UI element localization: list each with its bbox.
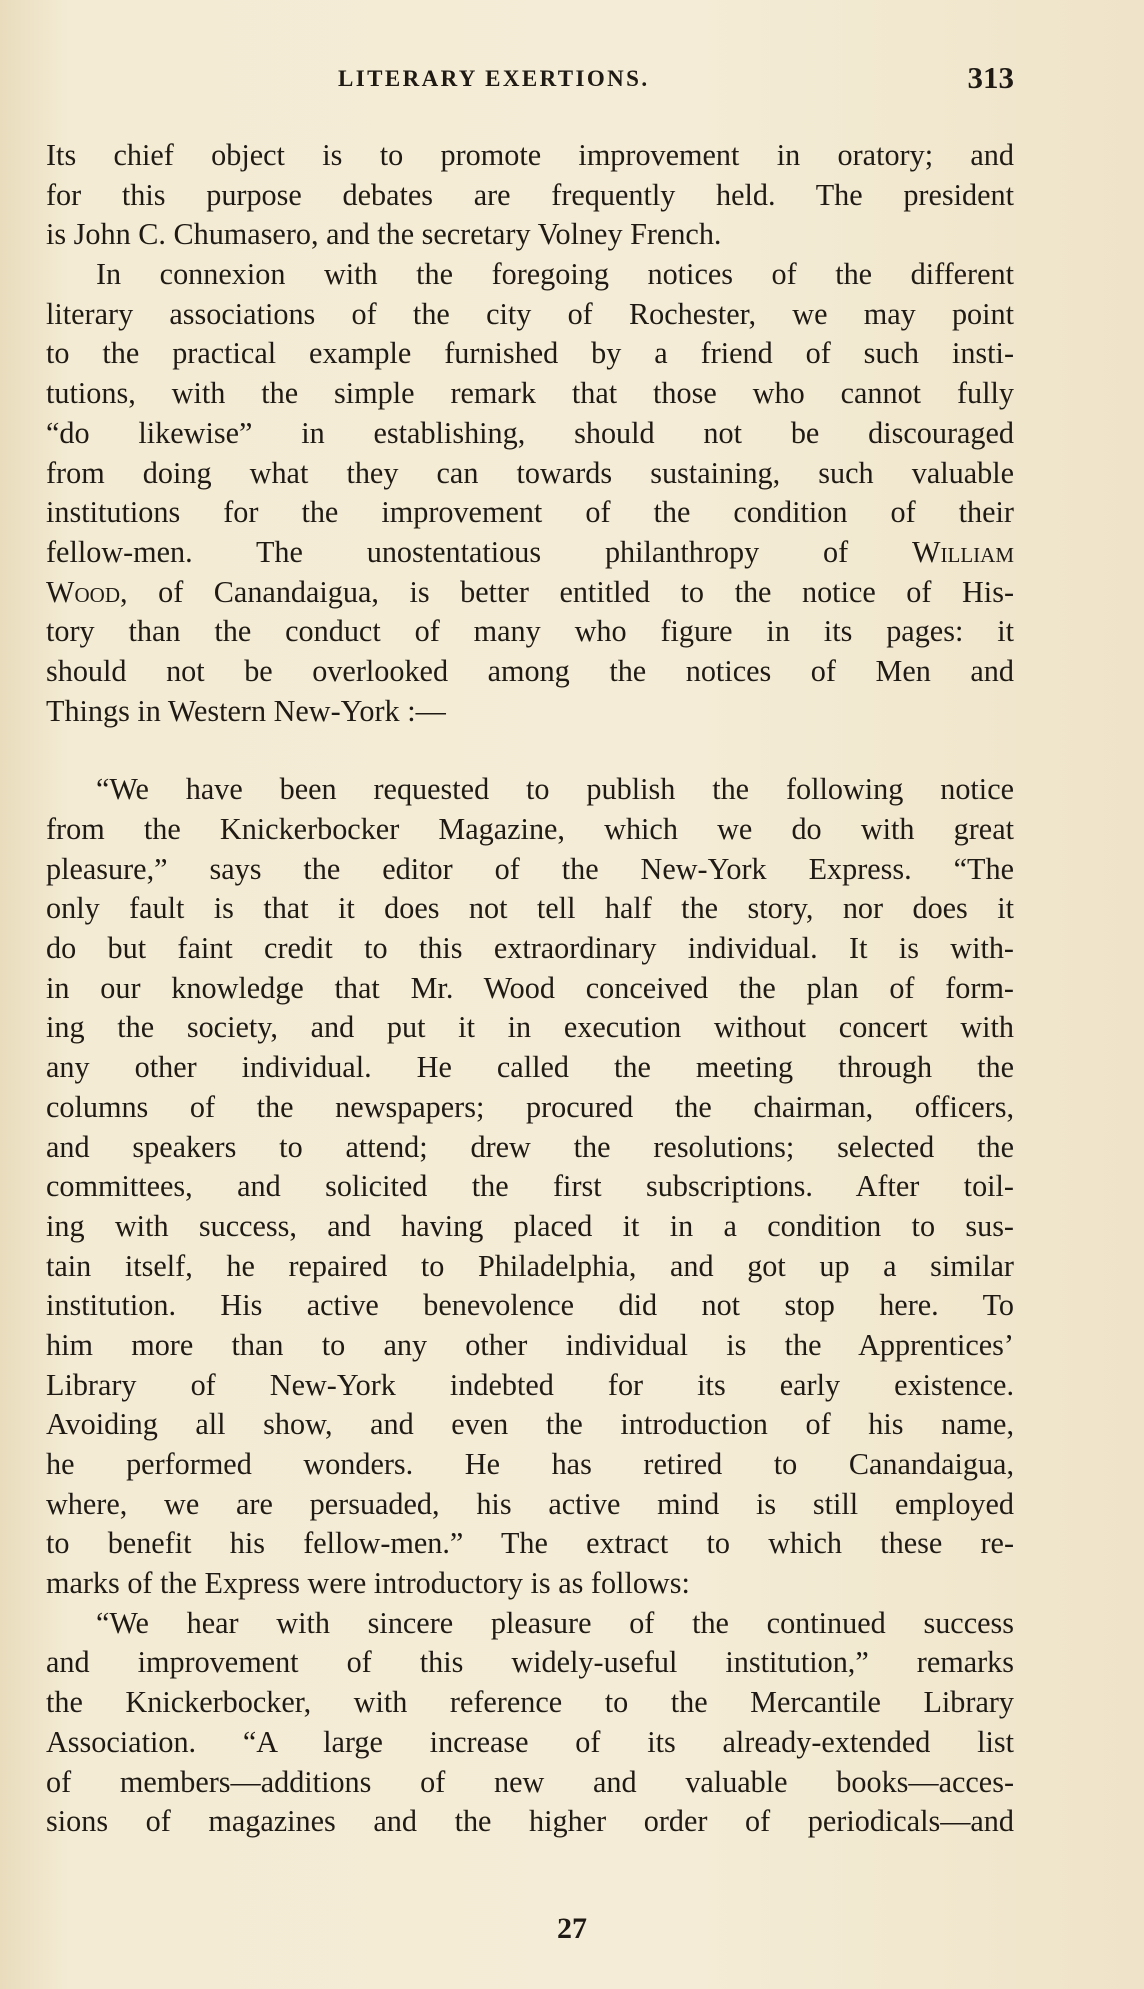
text-line: in our knowledge that Mr. Wood conceived the plan of form- [46, 970, 1014, 1005]
text-line: from the Knickerbocker Magazine, which we do with great [46, 812, 1014, 846]
text-line: sions of magazines and the higher order of periodicals—and [46, 1804, 1014, 1839]
text-line: tory than the conduct of many who figure in its pages: it [46, 614, 1014, 649]
text-line: “We hear with sincere pleasure of the continued success [96, 1605, 1014, 1640]
text-line: institutions for the improvement of the condition of their [46, 495, 1014, 530]
text-line [46, 533, 1014, 573]
text-line: do but faint credit to this extraordinary individual. It is with- [46, 931, 1014, 966]
text-line: literary associations of the city of Rochester, we may point [46, 296, 1014, 331]
text-line: Avoiding all show, and even the introduction of his name, [46, 1407, 1014, 1442]
text-line: ing with success, and having placed it in a condition to sus- [46, 1208, 1014, 1243]
text-line: committees, and solicited the first subscriptions. After toil- [46, 1169, 1014, 1204]
name-small-caps: William [912, 534, 1014, 569]
text-line: is John C. Chumasero, and the secretary Volney French. [46, 217, 722, 252]
text-line: columns of the newspapers; procured the chairman, officers, [46, 1089, 1014, 1124]
running-head [46, 60, 1014, 104]
text-line: tutions, with the simple remark that those who cannot fully [46, 376, 1014, 411]
text-line: In connexion with the foregoing notices of the different [96, 257, 1014, 292]
signature-mark: 27 [557, 1912, 587, 1945]
text-line: to benefit his fellow-men.” The extract to which these re- [46, 1526, 1014, 1561]
text-line: Library of New-York indebted for its early existence. [46, 1367, 1014, 1402]
text-line: him more than to any other individual is the Apprentices’ [46, 1327, 1014, 1362]
text-line: any other individual. He called the meeting through the [46, 1050, 1014, 1085]
text-line: for this purpose debates are frequently held. The president [46, 177, 1014, 212]
text-line: from doing what they can towards sustaining, such valuable [46, 455, 1014, 490]
text-line: and improvement of this widely-useful institution,” remarks [46, 1645, 1014, 1680]
text-line: the Knickerbocker, with reference to the Mercantile Library [46, 1685, 1014, 1720]
text-line: tain itself, he repaired to Philadelphia, and got up a similar [46, 1248, 1014, 1283]
text-line: of members—additions of new and valuable books—acces- [46, 1764, 1014, 1799]
text-line: only fault is that it does not tell half the story, nor does it [46, 891, 1014, 926]
text-line: Its chief object is to promote improvement in oratory; and [46, 138, 1014, 172]
text-line: pleasure,” says the editor of the New-York Express. “The [46, 851, 1014, 886]
text-fragment: fellow-men. The unostentatious philanthropy of [46, 534, 849, 569]
text-line: Association. “A large increase of its already-extended list [46, 1724, 1014, 1759]
text-line: institution. His active benevolence did not stop here. To [46, 1288, 1014, 1323]
text-line: Things in Western New-York :— [46, 693, 446, 728]
text-line: “We have been requested to publish the following notice [96, 772, 1014, 807]
text-line: he performed wonders. He has retired to Canandaigua, [46, 1447, 1014, 1481]
page-number: 313 [967, 60, 1014, 95]
body-text [46, 136, 1014, 1842]
text-line: and speakers to attend; drew the resolutions; selected the [46, 1129, 1014, 1164]
running-head-title: LITERARY EXERTIONS. [338, 66, 650, 91]
text-line [46, 573, 1014, 613]
text-line: marks of the Express were introductory is as follows: [46, 1566, 690, 1601]
name-small-caps: Wood [46, 574, 120, 609]
text-line: ing the society, and put it in execution without concert with [46, 1010, 1014, 1045]
text-line: “do likewise” in establishing, should not be discouraged [46, 415, 1014, 450]
text-line: where, we are persuaded, his active mind is still employed [46, 1486, 1014, 1521]
text-line: should not be overlooked among the notices of Men and [46, 653, 1014, 688]
text-line: to the practical example furnished by a friend of such insti- [46, 336, 1014, 371]
text-fragment: , of Canandaigua, is better entitled to the notice of His- [120, 574, 1014, 609]
